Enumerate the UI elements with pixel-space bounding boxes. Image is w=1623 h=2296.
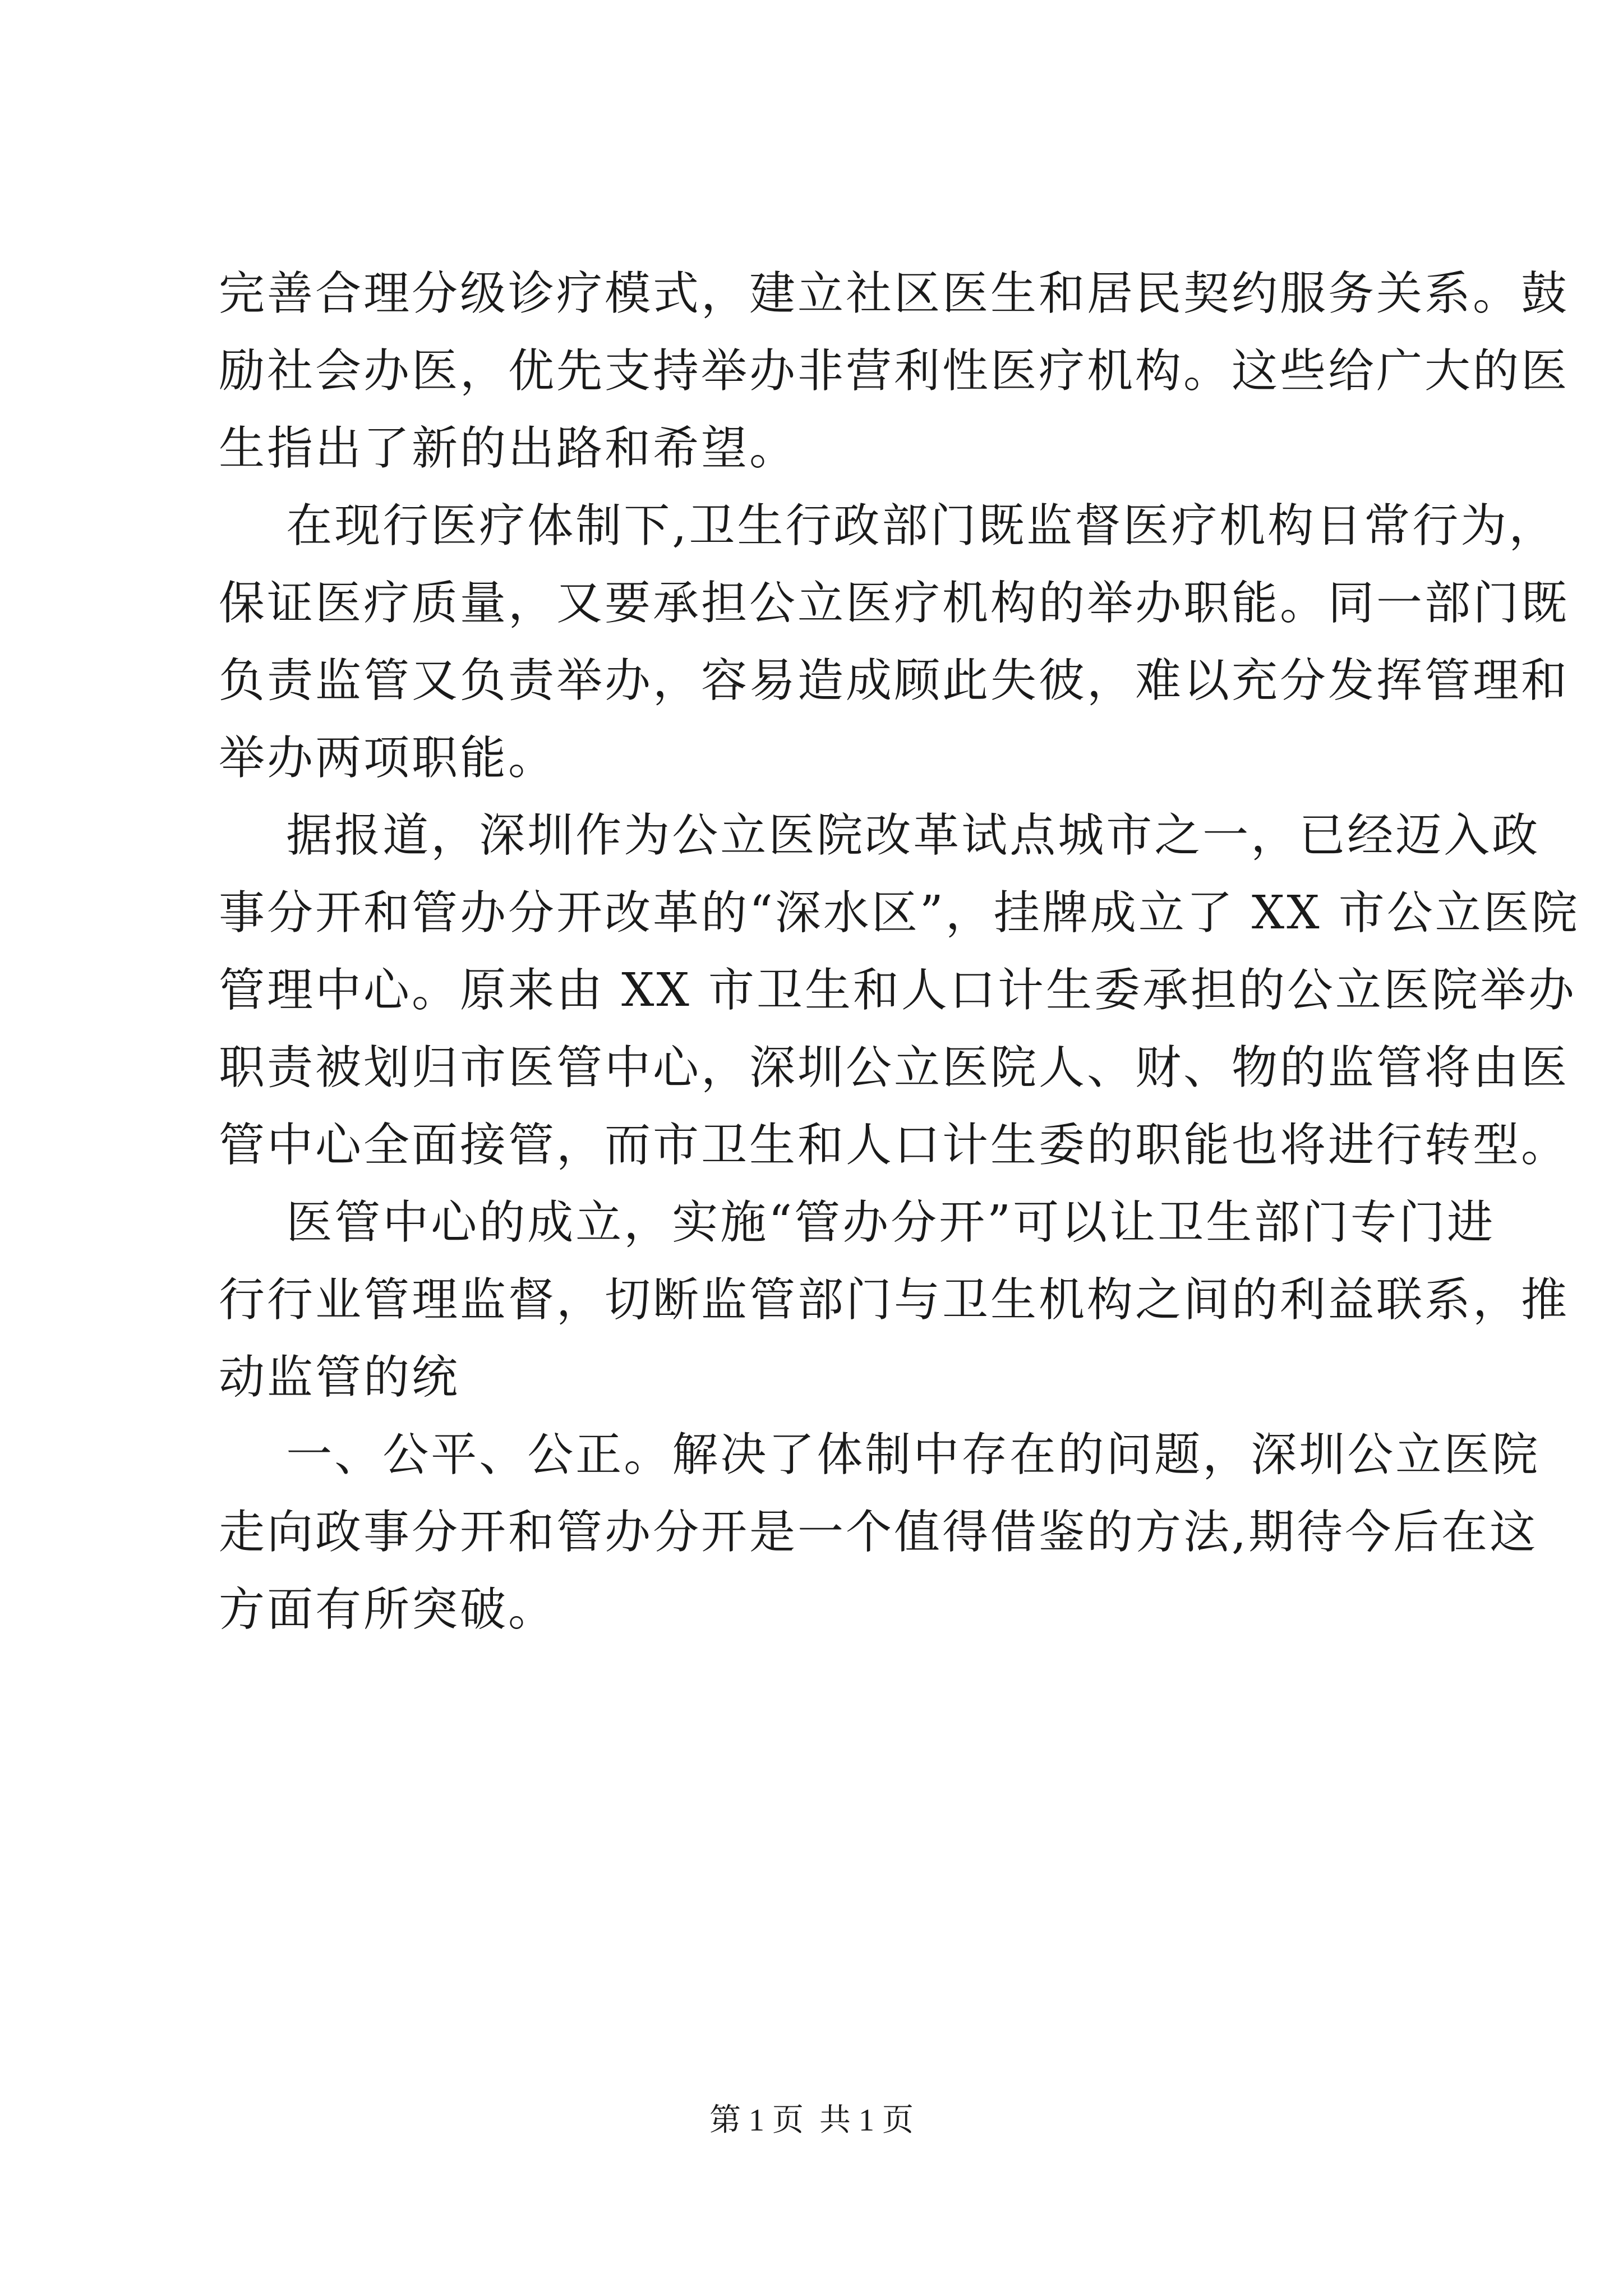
text-line: 走向政事分开和管办分开是一个值得借鉴的方法,期待今后在这 xyxy=(219,1506,1538,1559)
text-line: 生指出了新的出路和希望。 xyxy=(219,422,798,475)
text-line: 动监管的统 xyxy=(219,1351,460,1404)
text-line: 在现行医疗体制下,卫生行政部门既监督医疗机构日常行为， xyxy=(219,499,1557,553)
text-line: 保证医疗质量，又要承担公立医疗机构的举办职能。同一部门既 xyxy=(219,577,1570,630)
text-line: 一、公平、公正。解决了体制中存在的问题，深圳公立医院 xyxy=(219,1428,1541,1481)
text-line: 行行业管理监督，切断监管部门与卫生机构之间的利益联系，推 xyxy=(219,1273,1570,1327)
text-line: 举办两项职能。 xyxy=(219,731,557,785)
text-line: 完善合理分级诊疗模式，建立社区医生和居民契约服务关系。鼓 xyxy=(219,267,1570,320)
text-line: 管理中心。原来由 XX 市卫生和人口计生委承担的公立医院举办 xyxy=(219,964,1576,1017)
text-line: 职责被划归市医管中心，深圳公立医院人、财、物的监管将由医 xyxy=(219,1041,1570,1094)
text-line: 医管中心的成立，实施“管办分开”可以让卫生部门专门进 xyxy=(219,1196,1496,1249)
text-line: 负责监管又负责举办，容易造成顾此失彼，难以充分发挥管理和 xyxy=(219,654,1570,707)
text-line: 事分开和管办分开改革的“深水区”，挂牌成立了 XX 市公立医院 xyxy=(219,886,1580,940)
body-text xyxy=(219,255,1580,1649)
text-line: 据报道，深圳作为公立医院改革试点城市之一，已经迈入政 xyxy=(219,809,1541,862)
text-line: 励社会办医，优先支持举办非营利性医疗机构。这些给广大的医 xyxy=(219,344,1570,398)
text-line: 方面有所突破。 xyxy=(219,1583,557,1636)
page-number-footer: 第 1 页 共 1 页 xyxy=(709,2103,914,2138)
text-line: 管中心全面接管，而市卫生和人口计生委的职能也将进行转型。 xyxy=(219,1119,1570,1172)
